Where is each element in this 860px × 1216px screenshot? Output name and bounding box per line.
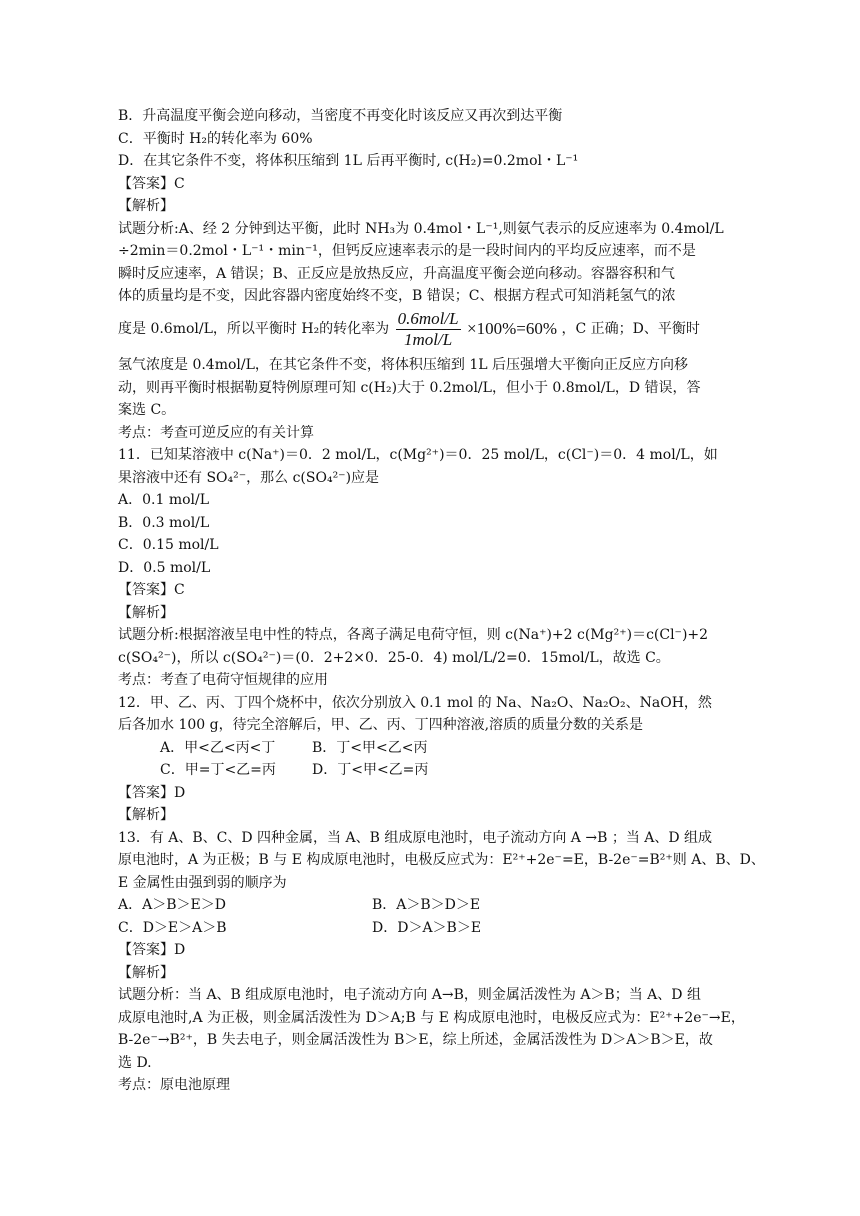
conversion-fraction <box>396 309 461 350</box>
analysis-text-q10-4: 体的质量均是不变，因此容器内密度始终不变，B 错误；C、根据方程式可知消耗氢气的浓 <box>118 288 676 304</box>
analysis-text-q10-1: 试题分析:A、经 2 分钟到达平衡，此时 NH₃为 0.4mol・L⁻¹,则氨气表示的反应速率为 0.4mol/L <box>118 221 724 237</box>
option-c-q10: C．平衡时 H₂的转化率为 60% <box>118 131 313 147</box>
question-12-line-2: 后各加水 100 g，待完全溶解后，甲、乙、丙、丁四种溶液,溶质的质量分数的关系是 <box>118 717 644 733</box>
option-a-q11: A．0.1 mol/L <box>118 492 210 508</box>
key-point-q10: 考点：考查可逆反应的有关计算 <box>118 425 314 441</box>
analysis-text-q13-1: 试题分析：当 A、B 组成原电池时，电子流动方向 A→B，则金属活泼性为 A＞B；当 A、D 组 <box>118 987 701 1003</box>
analysis-text-q13-2: 成原电池时,A 为正极，则金属活泼性为 D＞A;B 与 E 构成原电池时，电极反应式为：E²⁺+2e⁻→E， <box>118 1010 745 1026</box>
option-d-q12: D．丁<甲<乙=丙 <box>312 762 429 778</box>
question-12-line-1: 12．甲、乙、丙、丁四个烧杯中，依次分别放入 0.1 mol 的 Na、Na₂O、Na₂O₂、NaOH，然 <box>118 695 712 711</box>
option-a-q13: A．A＞B＞E＞D <box>118 897 226 913</box>
answer-q11: 【答案】C <box>118 582 185 598</box>
analysis-heading-q10: 【解析】 <box>118 198 174 214</box>
option-b-q13: B．A＞B＞D＞E <box>372 897 481 913</box>
option-d-q13: D．D＞A＞B＞E <box>372 920 482 936</box>
answer-q13: 【答案】D <box>118 942 186 958</box>
option-c-q11: C．0.15 mol/L <box>118 537 219 553</box>
analysis-text-q10-5a: 度是 0.6mol/L，所以平衡时 H₂的转化率为 <box>118 321 390 337</box>
question-13-line-3: E 金属性由强到弱的顺序为 <box>118 875 287 891</box>
fraction-numerator: 0.6mol/L <box>397 308 459 328</box>
analysis-text-q10-7: 动，则再平衡时根据勒夏特例原理可知 c(H₂)大于 0.2mol/L，但小于 0.8mol/L，D 错误，答 <box>118 380 701 396</box>
option-a-q12: A．甲<乙<丙<丁 <box>160 740 276 756</box>
question-11-line-2: 果溶液中还有 SO₄²⁻，那么 c(SO₄²⁻)应是 <box>118 470 380 486</box>
option-c-q12: C．甲=丁<乙=丙 <box>160 762 276 778</box>
fraction-denominator: 1mol/L <box>404 329 453 349</box>
analysis-text-q10-6: 氢气浓度是 0.4mol/L，在其它条件不变，将体积压缩到 1L 后压强增大平衡向正反应方向移 <box>118 357 689 373</box>
answer-q12: 【答案】D <box>118 785 186 801</box>
key-point-q13: 考点：原电池原理 <box>118 1077 230 1093</box>
option-d-q11: D．0.5 mol/L <box>118 560 211 576</box>
analysis-heading-q13: 【解析】 <box>118 965 174 981</box>
option-b-q11: B．0.3 mol/L <box>118 515 210 531</box>
analysis-text-q10-2: ÷2min＝0.2mol・L⁻¹・min⁻¹，但钙反应速率表示的是一段时间内的平均反应速率，而不是 <box>118 243 696 259</box>
analysis-text-q10-5 <box>118 307 700 351</box>
question-11-line-1: 11．已知某溶液中 c(Na⁺)＝0．2 mol/L，c(Mg²⁺)＝0．25 mol/L，c(Cl⁻)＝0．4 mol/L，如 <box>118 447 718 463</box>
analysis-text-q13-3: B-2e⁻→B²⁺，B 失去电子，则金属活泼性为 B＞E，综上所述，金属活泼性为 D＞A＞B＞E，故 <box>118 1032 713 1048</box>
question-13-line-1: 13．有 A、B、C、D 四种金属，当 A、B 组成原电池时，电子流动方向 A →B ；当 A、D 组成 <box>118 830 713 846</box>
analysis-heading-q11: 【解析】 <box>118 605 174 621</box>
question-13-line-2: 原电池时，A 为正极；B 与 E 构成原电池时，电极反应式为：E²⁺+2e⁻=E，B-2e⁻=B²⁺则 A、B、D、 <box>118 852 765 868</box>
analysis-text-q11-1: 试题分析:根据溶液呈电中性的特点，各离子满足电荷守恒，则 c(Na⁺)+2 c(Mg²⁺)＝c(Cl⁻)+2 <box>118 627 709 643</box>
analysis-text-q10-8: 案选 C。 <box>118 402 176 418</box>
analysis-text-q10-5b: ，C 正确；D、平衡时 <box>561 321 700 337</box>
option-b-q10: B．升高温度平衡会逆向移动，当密度不再变化时该反应又再次到达平衡 <box>118 108 563 124</box>
answer-q10: 【答案】C <box>118 176 185 192</box>
analysis-text-q11-2: c(SO₄²⁻)，所以 c(SO₄²⁻)＝(0．2+2×0．25-0．4) mol/L/2=0．15mol/L，故选 C。 <box>118 650 670 666</box>
analysis-heading-q12: 【解析】 <box>118 807 174 823</box>
option-d-q10: D．在其它条件不变，将体积压缩到 1L 后再平衡时, c(H₂)=0.2mol・L⁻¹ <box>118 153 579 169</box>
key-point-q11: 考点：考查了电荷守恒规律的应用 <box>118 672 328 688</box>
analysis-text-q13-4: 选 D. <box>118 1055 152 1071</box>
fraction-tail: ×100%=60% <box>467 319 558 338</box>
analysis-text-q10-3: 瞬时反应速率，A 错误；B、正反应是放热反应，升高温度平衡会逆向移动。容器容积和气 <box>118 266 675 282</box>
option-b-q12: B．丁<甲<乙<丙 <box>312 740 428 756</box>
option-c-q13: C．D＞E＞A＞B <box>118 920 227 936</box>
